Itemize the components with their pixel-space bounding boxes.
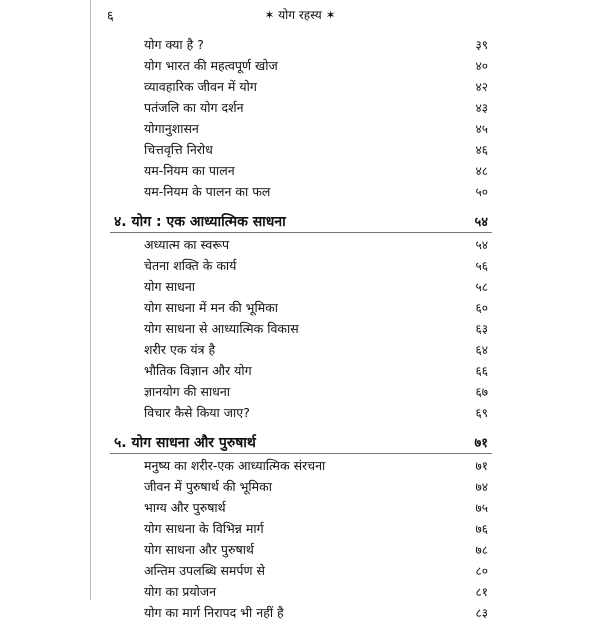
toc-entry-title: पतंजलि का योग दर्शन (144, 100, 244, 115)
toc-entry (0, 139, 600, 160)
toc-entry-page: ४२ (475, 80, 488, 94)
toc-entry-title: योग साधना और पुरुषार्थ (144, 542, 254, 557)
toc-entry-title: चेतना शक्ति के कार्य (144, 258, 237, 273)
toc-entry (0, 34, 600, 55)
toc-entry (0, 76, 600, 97)
toc-entry (0, 602, 600, 623)
toc-entry-page: ८१ (475, 585, 488, 599)
toc-entry-page: ६० (475, 301, 488, 315)
toc-entry-page: ४५ (475, 122, 488, 136)
toc-entry-title: मनुष्य का शरीर-एक आध्यात्मिक संरचना (144, 458, 326, 473)
toc-entry-title: व्यावहारिक जीवन में योग (144, 79, 257, 94)
toc-entry-page: ४० (475, 59, 488, 73)
toc-entry-page: ५४ (474, 215, 488, 230)
toc-entry-title: विचार कैसे किया जाए? (144, 405, 250, 420)
toc-entry-page: ६३ (475, 322, 488, 336)
toc-entry-title: ४. योग : एक आध्यात्मिक साधना (114, 214, 286, 230)
toc-entry-title: योग साधना (144, 279, 196, 294)
toc-entry-page: ७८ (475, 543, 488, 557)
toc-entry-page: ६९ (475, 406, 488, 420)
toc-entry-title: योग साधना से आध्यात्मिक विकास (144, 321, 299, 336)
toc-entry (0, 497, 600, 518)
toc-entry-page: ५८ (475, 280, 488, 294)
toc-entry-page: ७१ (474, 436, 488, 451)
toc-chapter-heading (0, 208, 600, 234)
toc-entry (0, 160, 600, 181)
toc-entry-page: ७१ (475, 459, 488, 473)
toc-entry-title: जीवन में पुरुषार्थ की भूमिका (144, 479, 272, 494)
page-header (0, 6, 600, 26)
toc-entry (0, 276, 600, 297)
toc-entry (0, 581, 600, 602)
toc-entry-title: भौतिक विज्ञान और योग (144, 363, 252, 378)
toc-entry-title: चित्तवृत्ति निरोध (144, 142, 213, 157)
toc-entry (0, 297, 600, 318)
toc-entry-title: शरीर एक यंत्र है (144, 342, 216, 357)
toc-chapter-heading (0, 429, 600, 455)
toc-entry (0, 539, 600, 560)
toc-entry-page: ७४ (475, 480, 488, 494)
toc-entry-page: ६६ (475, 364, 488, 378)
toc-entry (0, 118, 600, 139)
toc-entry-page: ४८ (475, 164, 488, 178)
toc-entry (0, 255, 600, 276)
toc-entry (0, 402, 600, 423)
toc-entry (0, 455, 600, 476)
toc-entry (0, 55, 600, 76)
toc-entry (0, 318, 600, 339)
toc-entry-title: योग भारत की महत्वपूर्ण खोज (144, 58, 278, 73)
toc-entry-page: ३९ (475, 38, 488, 52)
toc-entry (0, 339, 600, 360)
toc-entry (0, 360, 600, 381)
toc-entry-title: ज्ञानयोग की साधना (144, 384, 231, 399)
table-of-contents (0, 34, 600, 623)
toc-entry-title: योग का मार्ग निरापद भी नहीं है (144, 605, 284, 620)
toc-entry (0, 97, 600, 118)
toc-entry-title: योग साधना में मन की भूमिका (144, 300, 279, 315)
toc-entry (0, 560, 600, 581)
toc-entry-page: ८३ (475, 606, 488, 620)
toc-entry (0, 518, 600, 539)
toc-entry (0, 381, 600, 402)
page-number: ६ (107, 9, 114, 24)
toc-entry-title: यम-नियम का पालन (144, 163, 235, 178)
toc-entry-title: योगानुशासन (144, 121, 199, 136)
toc-entry-title: योग साधना के विभिन्न मार्ग (144, 521, 264, 536)
toc-entry-page: ५० (475, 185, 488, 199)
toc-entry-page: ५४ (475, 238, 488, 252)
toc-entry-title: भाग्य और पुरुषार्थ (144, 500, 226, 515)
running-title: ✶ योग रहस्य ✶ (264, 8, 336, 22)
toc-entry-page: ७६ (475, 522, 488, 536)
toc-entry-title: ५. योग साधना और पुरुषार्थ (114, 435, 256, 451)
toc-entry-page: ४६ (475, 143, 488, 157)
toc-entry-page: ६४ (475, 343, 488, 357)
toc-entry-title: यम-नियम के पालन का फल (144, 184, 271, 199)
toc-entry (0, 181, 600, 202)
toc-entry-title: अध्यात्म का स्वरूप (144, 237, 230, 252)
toc-entry-page: ७५ (475, 501, 488, 515)
toc-entry (0, 476, 600, 497)
toc-entry-title: योग का प्रयोजन (144, 584, 217, 599)
toc-entry (0, 234, 600, 255)
toc-entry-page: ८० (475, 564, 488, 578)
toc-entry-title: अन्तिम उपलब्धि समर्पण से (144, 563, 265, 578)
toc-entry-title: योग क्या है ? (144, 37, 204, 52)
toc-entry-page: ६७ (475, 385, 488, 399)
toc-entry-page: ४३ (475, 101, 488, 115)
toc-entry-page: ५६ (475, 259, 488, 273)
